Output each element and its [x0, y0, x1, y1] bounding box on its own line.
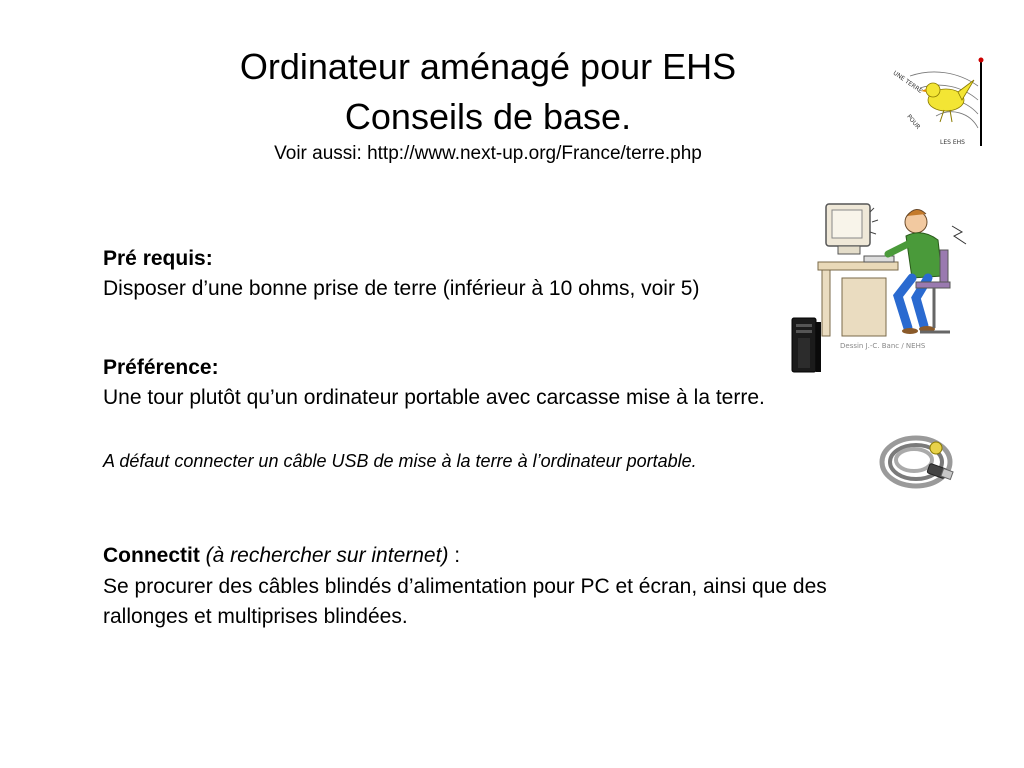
preference-note: A défaut connecter un câble USB de mise à la terre à l’ordinateur portable. — [103, 451, 697, 471]
ehs-logo — [888, 56, 988, 152]
svg-text:LES EHS: LES EHS — [940, 139, 965, 146]
usb-cable-icon — [876, 420, 960, 498]
computer-user-cartoon — [812, 192, 972, 352]
usb-cable — [876, 420, 960, 498]
prerequis-heading: Pré requis: — [103, 247, 213, 270]
connectit-body-line2: rallonges et multiprises blindées. — [103, 605, 408, 628]
connectit-body-line1: Se procurer des câbles blindés d’alimentation pour PC et écran, ainsi que des — [103, 575, 827, 598]
preference-heading: Préférence: — [103, 356, 219, 379]
slide-subtitle: Voir aussi: http://www.next-up.org/France/terre.php — [274, 143, 702, 164]
pc-tower — [788, 316, 824, 374]
yellow-bird-logo-icon — [888, 56, 988, 152]
preference-body: Une tour plutôt qu’un ordinateur portable avec carcasse mise à la terre. — [103, 386, 765, 409]
connectit-line — [103, 541, 460, 571]
svg-text:POUR: POUR — [905, 113, 922, 131]
connectit-aside: (à rechercher sur internet) — [205, 544, 449, 567]
slide-title-line2: Conseils de base. — [344, 96, 632, 137]
computer-user-cartoon-icon — [812, 192, 972, 352]
svg-text:UNE TERRE: UNE TERRE — [891, 69, 924, 95]
connectit-heading: Connectit — [103, 544, 200, 567]
slide-title-line1: Ordinateur aménagé pour EHS — [239, 46, 737, 87]
cartoon-caption: Dessin J.-C. Banc / NEHS — [840, 342, 926, 350]
prerequis-body: Disposer d’une bonne prise de terre (inférieur à 10 ohms, voir 5) — [103, 277, 700, 300]
connectit-colon: : — [448, 544, 461, 567]
pc-tower-icon — [788, 316, 824, 374]
